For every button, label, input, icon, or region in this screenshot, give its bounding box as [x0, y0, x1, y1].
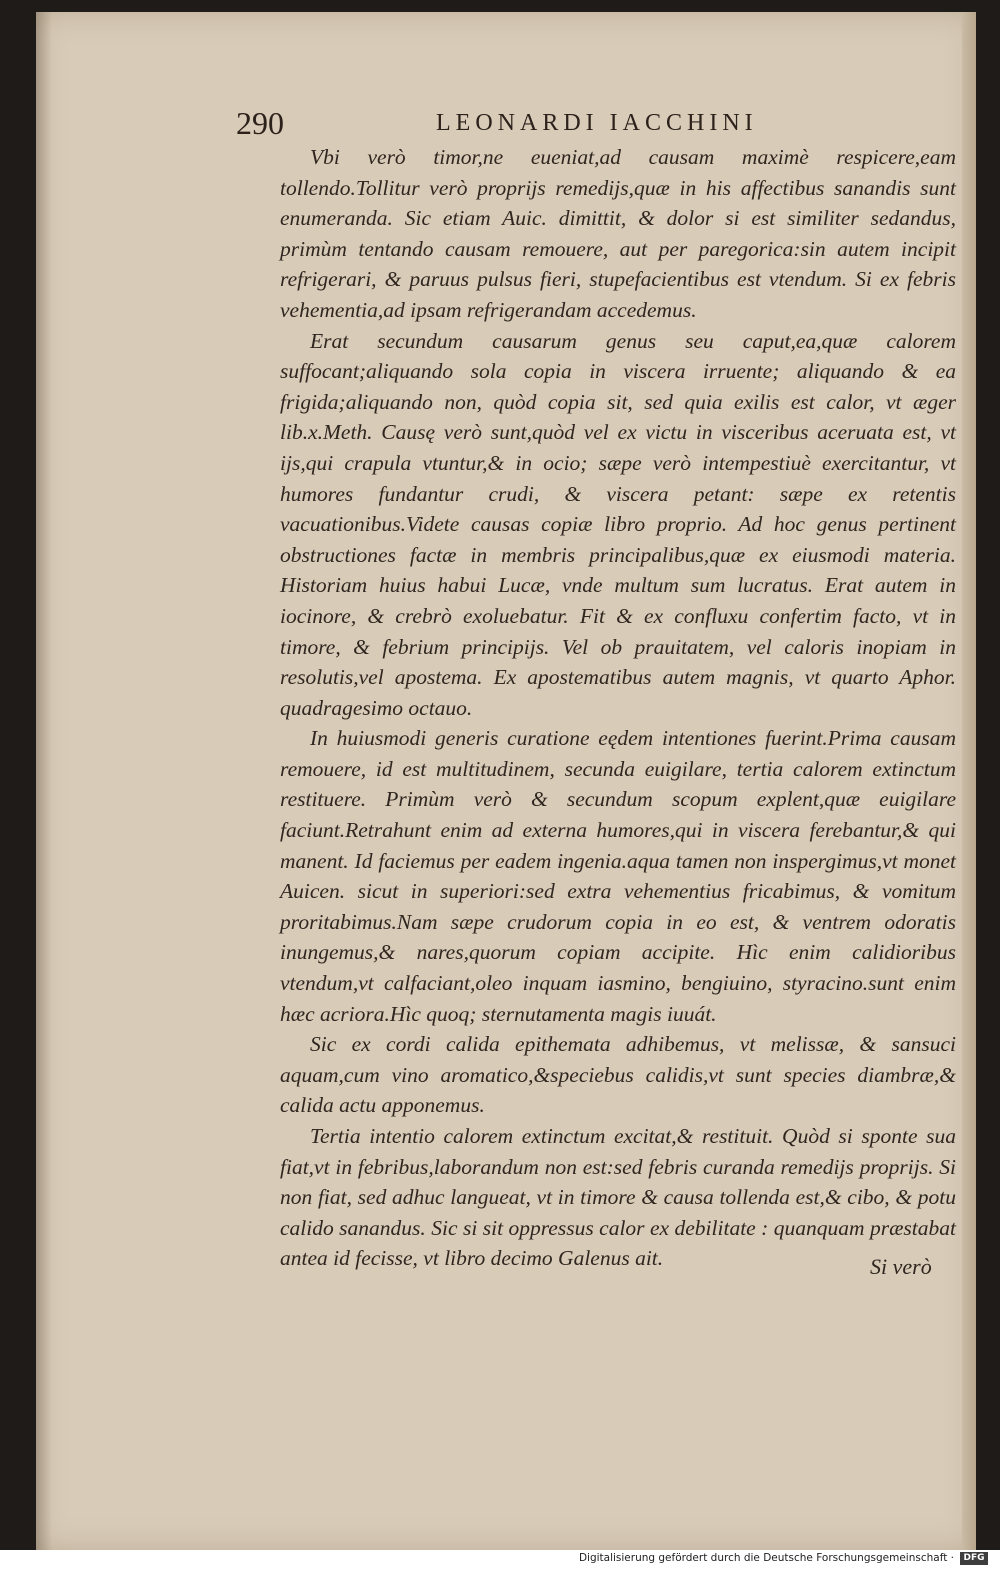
- paragraph-5: Tertia intentio calorem extinctum excitat,& restituit. Quòd si sponte sua fiat,vt in febribus,laborandum non est:sed febris curanda remedijs proprijs. Si non fiat, sed adhuc langueat, vt in timore & causa tollenda est,& cibo, & potu calido sanandus. Sic si sit oppressus calor ex debilitate : quanquam præstabat antea id fecisse, vt libro decimo Galenus ait.: [280, 1124, 956, 1271]
- gutter-shadow: [36, 12, 52, 1550]
- paragraph-1: Vbi verò timor,ne eueniat,ad causam maximè respicere,eam tollendo.Tollitur verò proprijs remedijs,quæ in his affectibus sanandis sunt enumeranda. Sic etiam Auic. dimittit, & dolor si est similiter sedandus, primùm tentando causam remouere, aut per paregorica:sin autem incipit refrigerari, & paruus pulsus fieri, stupefacientibus est vtendum. Si ex febris vehementia,ad ipsam refrigerandam accedemus.: [280, 145, 956, 322]
- paragraph-3: In huiusmodi generis curatione eędem intentiones fuerint.Prima causam remouere, id est multitudinem, secunda euigilare, tertia calorem extinctum restituere. Primùm verò & secundum scopum explent,quæ euigilare faciunt.Retrahunt enim ad externa humores,qui in viscera ferebantur,& qui manent. Id faciemus per eadem ingenia.aqua tamen non inspergimus,vt monet Auicen. sicut in superiori:sed extra vehementius fricabimus, & vomitum proritabimus.Nam sæpe crudorum copia in eo est, & ventrem odoratis inungemus,& nares,quorum copiam accipite. Hìc enim calidioribus vtendum,vt calfaciant,oleo inquam iasmino, bengiuino, styracino.sunt enim hæc acriora.Hìc quoq; sternutamenta magis iuuát.: [280, 726, 956, 1026]
- footer-credit: Digitalisierung gefördert durch die Deutsche Forschungsgemeinschaft ·: [578, 1552, 954, 1564]
- catchword: Si verò: [870, 1254, 932, 1279]
- page-number: 290: [236, 105, 284, 141]
- paragraph-2: Erat secundum causarum genus seu caput,ea,quæ calorem suffocant;aliquando sola copia in viscera irruente; aliquando & ea frigida;aliquando non, quòd copia sit, sed quia exilis est calor, vt æger lib.x.Meth. Causę verò sunt,quòd vel ex victu in visceribus aceruata est, vt ijs,qui crapula vtuntur,& in ocio; sæpe verò intempestiuè exercitantur, vt humores fundantur crudi, & viscera petant: sæpe ex retentis vacuationibus.Videte causas copiæ libro proprio. Ad hoc genus pertinent obstructiones factæ in membris principalibus,quæ ex eiusmodi materia. Historiam huius habui Lucæ, vnde multum sum lucratus. Erat autem in iocinore, & crebrò exoluebatur. Fit & ex confluxu confertim facto, vt in timore, & febrium principijs. Vel ob prauitatem, vel caloris inopiam in resolutis,vel apostema. Ex apostematibus autem magnis, vt quarto Aphor. quadragesimo octauo.: [280, 328, 956, 720]
- dfg-logo-icon: DFG: [960, 1552, 988, 1565]
- page-edge: [962, 12, 976, 1550]
- text-block: [280, 142, 956, 1274]
- paragraph-4: Sic ex cordi calida epithemata adhibemus, vt melissæ, & sansuci aquam,cum vino aromatico,&speciebus calidis,vt sunt species diambræ,& calida actu apponemus.: [280, 1032, 956, 1118]
- running-title: LEONARDI IACCHINI: [436, 110, 758, 136]
- running-head: [236, 100, 796, 146]
